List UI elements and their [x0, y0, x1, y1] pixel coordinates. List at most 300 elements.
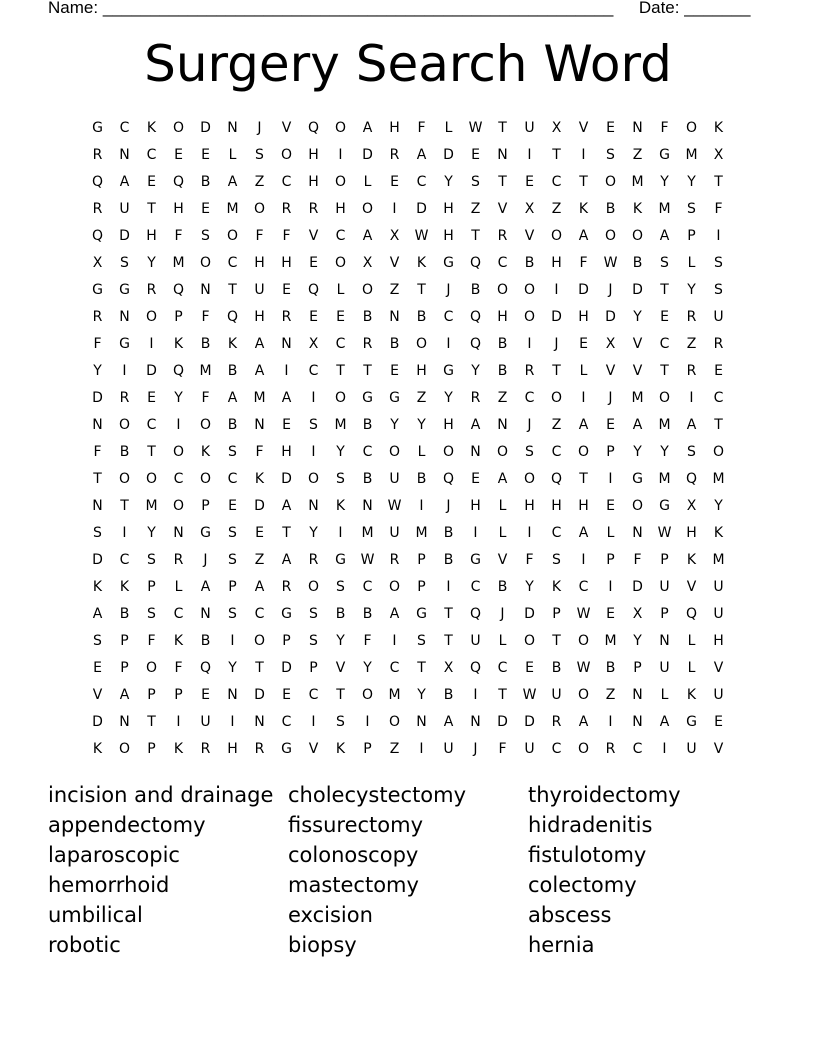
grid-letter: C	[227, 254, 238, 271]
grid-letter: C	[146, 416, 157, 433]
grid-letter: S	[309, 632, 318, 649]
grid-letter: A	[578, 416, 589, 433]
grid-letter: V	[686, 578, 697, 595]
grid-letter: N	[254, 416, 265, 433]
grid-letter: C	[551, 173, 562, 190]
grid-letter: V	[713, 740, 724, 757]
grid-letter: E	[309, 308, 318, 325]
grid-letter: X	[308, 335, 319, 352]
grid-letter: R	[308, 551, 319, 568]
grid-letter: W	[387, 497, 402, 514]
word-list-item: colonoscopy	[288, 843, 419, 867]
grid-letter: Z	[389, 740, 400, 757]
grid-letter: G	[281, 605, 292, 622]
grid-letter: N	[470, 713, 481, 730]
grid-letter: T	[147, 443, 156, 460]
grid-letter: P	[687, 227, 696, 244]
grid-letter: C	[362, 578, 373, 595]
grid-letter: Y	[660, 173, 669, 190]
grid-letter: S	[309, 416, 318, 433]
grid-letter: R	[308, 200, 319, 217]
grid-letter: P	[228, 578, 237, 595]
grid-letter: D	[362, 146, 373, 163]
grid-letter: Q	[685, 470, 698, 487]
grid-letter: O	[388, 713, 401, 730]
grid-letter: T	[417, 281, 426, 298]
grid-letter: G	[416, 605, 427, 622]
grid-letter: I	[527, 335, 532, 352]
grid-letter: L	[174, 578, 183, 595]
grid-letter: W	[603, 254, 618, 271]
grid-letter: E	[579, 335, 588, 352]
grid-letter: D	[524, 713, 535, 730]
grid-letter: F	[147, 632, 156, 649]
grid-letter: O	[145, 308, 158, 325]
grid-letter: O	[577, 686, 590, 703]
grid-letter: U	[713, 308, 724, 325]
grid-letter: M	[388, 686, 401, 703]
grid-letter: O	[685, 119, 698, 136]
grid-letter: U	[713, 605, 724, 622]
grid-letter: K	[173, 632, 184, 649]
grid-letter: T	[282, 524, 291, 541]
grid-letter: O	[604, 227, 617, 244]
grid-letter: V	[632, 335, 643, 352]
word-list-item: robotic	[48, 933, 121, 957]
grid-letter: H	[713, 632, 724, 649]
grid-letter: U	[389, 470, 400, 487]
grid-letter: M	[172, 254, 185, 271]
grid-letter: K	[173, 740, 184, 757]
grid-letter: R	[497, 227, 508, 244]
word-list-item: colectomy	[528, 873, 637, 897]
grid-letter: O	[307, 470, 320, 487]
grid-letter: Z	[551, 200, 562, 217]
grid-letter: O	[253, 632, 266, 649]
grid-letter: M	[712, 470, 725, 487]
grid-letter: I	[419, 497, 424, 514]
grid-letter: B	[335, 605, 346, 622]
grid-letter: B	[362, 308, 373, 325]
grid-letter: G	[119, 335, 130, 352]
grid-letter: V	[308, 227, 319, 244]
grid-letter: E	[309, 254, 318, 271]
grid-letter: P	[660, 551, 669, 568]
grid-letter: M	[199, 362, 212, 379]
grid-letter: H	[578, 497, 589, 514]
grid-letter: D	[551, 308, 562, 325]
grid-letter: V	[497, 551, 508, 568]
grid-letter: U	[713, 686, 724, 703]
grid-letter: C	[443, 308, 454, 325]
grid-letter: O	[361, 281, 374, 298]
grid-letter: D	[632, 281, 643, 298]
grid-letter: S	[714, 281, 723, 298]
grid-letter: Y	[147, 254, 156, 271]
grid-letter: P	[174, 308, 183, 325]
grid-letter: D	[92, 389, 103, 406]
grid-letter: I	[527, 146, 532, 163]
grid-letter: N	[119, 146, 130, 163]
grid-letter: Q	[550, 470, 563, 487]
grid-letter: B	[470, 281, 481, 298]
grid-letter: W	[576, 659, 591, 676]
grid-letter: T	[552, 146, 561, 163]
grid-letter: M	[415, 524, 428, 541]
word-list-item: excision	[288, 903, 373, 927]
grid-letter: M	[631, 173, 644, 190]
grid-letter: S	[93, 524, 102, 541]
grid-letter: B	[200, 173, 211, 190]
grid-letter: A	[254, 578, 265, 595]
grid-letter: X	[605, 335, 616, 352]
grid-letter: K	[632, 200, 643, 217]
grid-letter: F	[282, 227, 291, 244]
grid-letter: U	[443, 740, 454, 757]
grid-letter: A	[281, 551, 292, 568]
grid-letter: X	[632, 605, 643, 622]
grid-letter: A	[362, 227, 373, 244]
grid-letter: A	[686, 416, 697, 433]
grid-letter: H	[551, 497, 562, 514]
grid-letter: I	[473, 686, 478, 703]
grid-letter: P	[417, 578, 426, 595]
grid-letter: D	[254, 497, 265, 514]
grid-letter: R	[362, 335, 373, 352]
grid-letter: C	[389, 659, 400, 676]
grid-letter: O	[118, 470, 131, 487]
grid-letter: O	[577, 632, 590, 649]
grid-letter: T	[336, 362, 345, 379]
grid-letter: Z	[389, 281, 400, 298]
name-line: ______________________________________________________	[102, 0, 614, 17]
grid-letter: Q	[172, 281, 185, 298]
grid-letter: N	[119, 308, 130, 325]
grid-letter: O	[550, 389, 563, 406]
grid-letter: G	[443, 362, 454, 379]
grid-letter: G	[659, 146, 670, 163]
grid-letter: B	[200, 632, 211, 649]
grid-letter: N	[497, 416, 508, 433]
grid-letter: B	[227, 362, 238, 379]
grid-letter: Y	[336, 443, 345, 460]
grid-letter: Q	[469, 605, 482, 622]
grid-letter: I	[581, 389, 586, 406]
grid-letter: T	[93, 470, 102, 487]
grid-letter: Q	[469, 659, 482, 676]
grid-letter: H	[254, 254, 265, 271]
grid-letter: B	[416, 470, 427, 487]
grid-letter: D	[281, 659, 292, 676]
grid-letter: Y	[93, 362, 102, 379]
grid-letter: R	[605, 740, 616, 757]
grid-letter: T	[498, 119, 507, 136]
grid-letter: Q	[91, 227, 104, 244]
grid-letter: I	[581, 551, 586, 568]
grid-letter: U	[200, 713, 211, 730]
grid-letter: O	[118, 416, 131, 433]
grid-letter: Y	[417, 416, 426, 433]
grid-letter: D	[416, 200, 427, 217]
grid-letter: Z	[254, 173, 265, 190]
grid-letter: T	[120, 497, 129, 514]
grid-letter: O	[145, 659, 158, 676]
grid-letter: K	[335, 497, 346, 514]
grid-letter: B	[362, 416, 373, 433]
grid-letter: E	[147, 173, 156, 190]
grid-letter: R	[281, 308, 292, 325]
grid-letter: S	[714, 254, 723, 271]
grid-letter: N	[632, 524, 643, 541]
grid-letter: K	[416, 254, 427, 271]
grid-letter: E	[525, 659, 534, 676]
grid-letter: P	[120, 632, 129, 649]
grid-letter: S	[147, 551, 156, 568]
grid-letter: A	[443, 713, 454, 730]
grid-letter: S	[255, 146, 264, 163]
grid-letter: M	[658, 416, 671, 433]
grid-letter: H	[146, 227, 157, 244]
grid-letter: N	[200, 605, 211, 622]
grid-letter: I	[311, 389, 316, 406]
grid-letter: M	[631, 389, 644, 406]
grid-letter: J	[446, 497, 451, 514]
grid-letter: N	[281, 335, 292, 352]
grid-letter: E	[525, 173, 534, 190]
grid-letter: R	[200, 740, 211, 757]
grid-letter: H	[686, 524, 697, 541]
grid-letter: B	[443, 551, 454, 568]
grid-letter: Q	[307, 281, 320, 298]
grid-letter: K	[92, 740, 103, 757]
grid-letter: H	[578, 308, 589, 325]
grid-letter: K	[713, 524, 724, 541]
page-title: Surgery Search Word	[144, 35, 672, 93]
grid-letter: E	[255, 524, 264, 541]
grid-letter: Z	[416, 389, 427, 406]
grid-letter: E	[714, 713, 723, 730]
grid-letter: G	[362, 389, 373, 406]
grid-letter: O	[172, 497, 185, 514]
word-list-item: abscess	[528, 903, 612, 927]
grid-letter: C	[362, 443, 373, 460]
grid-letter: S	[228, 524, 237, 541]
grid-letter: U	[659, 578, 670, 595]
grid-letter: C	[524, 389, 535, 406]
grid-letter: D	[578, 281, 589, 298]
grid-letter: U	[551, 686, 562, 703]
grid-letter: L	[498, 632, 507, 649]
grid-letter: H	[416, 362, 427, 379]
grid-letter: E	[471, 146, 480, 163]
grid-letter: L	[336, 281, 345, 298]
grid-letter: H	[254, 308, 265, 325]
grid-letter: P	[363, 740, 372, 757]
grid-letter: O	[388, 443, 401, 460]
word-list	[48, 780, 768, 960]
grid-letter: D	[281, 470, 292, 487]
word-list-item: laparoscopic	[48, 843, 180, 867]
grid-letter: Q	[199, 659, 212, 676]
grid-letter: E	[147, 389, 156, 406]
grid-letter: E	[282, 686, 291, 703]
grid-letter: P	[147, 740, 156, 757]
word-list-item: appendectomy	[48, 813, 206, 837]
grid-letter: I	[230, 632, 235, 649]
grid-letter: A	[470, 416, 481, 433]
grid-letter: U	[119, 200, 130, 217]
grid-letter: M	[658, 200, 671, 217]
grid-letter: E	[390, 362, 399, 379]
grid-letter: H	[443, 200, 454, 217]
grid-letter: C	[173, 605, 184, 622]
grid-letter: V	[524, 227, 535, 244]
grid-letter: V	[605, 362, 616, 379]
grid-letter: F	[417, 119, 426, 136]
grid-letter: T	[579, 470, 588, 487]
grid-letter: M	[685, 146, 698, 163]
grid-letter: Y	[525, 578, 534, 595]
grid-letter: R	[686, 362, 697, 379]
grid-letter: O	[307, 578, 320, 595]
grid-letter: X	[389, 227, 400, 244]
word-list-item: hidradenitis	[528, 813, 653, 837]
grid-letter: I	[338, 146, 343, 163]
grid-letter: B	[200, 335, 211, 352]
grid-letter: C	[632, 740, 643, 757]
grid-letter: O	[253, 200, 266, 217]
grid-letter: D	[200, 119, 211, 136]
grid-letter: S	[228, 605, 237, 622]
grid-letter: V	[632, 362, 643, 379]
grid-letter: G	[92, 119, 103, 136]
grid-letter: U	[389, 524, 400, 541]
grid-letter: L	[498, 497, 507, 514]
grid-letter: A	[578, 713, 589, 730]
grid-letter: J	[527, 416, 532, 433]
grid-letter: I	[608, 470, 613, 487]
grid-letter: D	[632, 578, 643, 595]
grid-letter: N	[470, 443, 481, 460]
grid-letter: A	[227, 173, 238, 190]
grid-letter: L	[660, 686, 669, 703]
grid-letter: A	[254, 335, 265, 352]
grid-letter: C	[173, 470, 184, 487]
grid-letter: V	[713, 659, 724, 676]
grid-letter: A	[362, 119, 373, 136]
grid-letter: E	[660, 308, 669, 325]
grid-letter: D	[524, 605, 535, 622]
grid-letter: I	[338, 524, 343, 541]
grid-letter: I	[149, 335, 154, 352]
grid-letter: Z	[497, 389, 508, 406]
grid-letter: T	[417, 659, 426, 676]
grid-letter: M	[334, 416, 347, 433]
grid-letter: P	[552, 605, 561, 622]
grid-letter: F	[93, 335, 102, 352]
grid-letter: V	[308, 740, 319, 757]
grid-letter: R	[713, 335, 724, 352]
grid-letter: K	[686, 551, 697, 568]
grid-letter: H	[551, 254, 562, 271]
grid-letter: R	[119, 389, 130, 406]
grid-letter: O	[334, 254, 347, 271]
date-label: Date:	[638, 0, 680, 17]
grid-letter: O	[577, 443, 590, 460]
grid-letter: P	[282, 632, 291, 649]
grid-letter: Z	[551, 416, 562, 433]
grid-letter: Y	[363, 659, 372, 676]
grid-letter: C	[551, 443, 562, 460]
grid-letter: B	[443, 686, 454, 703]
grid-letter: X	[551, 119, 562, 136]
grid-letter: Z	[470, 200, 481, 217]
grid-letter: T	[363, 362, 372, 379]
grid-letter: M	[253, 389, 266, 406]
grid-letter: K	[551, 578, 562, 595]
grid-letter: N	[497, 146, 508, 163]
header-line	[48, 0, 751, 20]
grid-letter: I	[527, 524, 532, 541]
grid-letter: Y	[660, 443, 669, 460]
grid-letter: Q	[442, 470, 455, 487]
grid-letter: Y	[714, 497, 723, 514]
grid-letter: O	[388, 578, 401, 595]
grid-letter: Y	[444, 389, 453, 406]
grid-letter: V	[578, 119, 589, 136]
grid-letter: B	[632, 254, 643, 271]
grid-letter: L	[687, 659, 696, 676]
grid-letter: S	[309, 605, 318, 622]
grid-letter: O	[631, 497, 644, 514]
grid-letter: M	[226, 200, 239, 217]
grid-letter: H	[497, 308, 508, 325]
grid-letter: T	[660, 281, 669, 298]
name-label: Name:	[48, 0, 99, 17]
grid-letter: P	[606, 443, 615, 460]
grid-letter: T	[255, 659, 264, 676]
grid-letter: D	[497, 713, 508, 730]
grid-letter: N	[119, 713, 130, 730]
word-list-item: incision and drainage	[48, 783, 274, 807]
grid-letter: L	[417, 443, 426, 460]
grid-letter: W	[414, 227, 429, 244]
grid-letter: B	[362, 605, 373, 622]
grid-letter: A	[254, 362, 265, 379]
grid-letter: I	[446, 335, 451, 352]
grid-letter: C	[578, 578, 589, 595]
grid-letter: S	[525, 443, 534, 460]
grid-letter: I	[716, 227, 721, 244]
grid-letter: O	[523, 470, 536, 487]
grid-letter: F	[363, 632, 372, 649]
grid-letter: L	[498, 524, 507, 541]
grid-letter: G	[119, 281, 130, 298]
grid-letter: C	[308, 362, 319, 379]
grid-letter: T	[714, 173, 723, 190]
grid-letter: Q	[685, 605, 698, 622]
grid-letter: P	[633, 659, 642, 676]
grid-letter: R	[254, 740, 265, 757]
grid-letter: T	[498, 173, 507, 190]
grid-letter: T	[147, 200, 156, 217]
grid-letter: X	[92, 254, 103, 271]
grid-letter: A	[578, 524, 589, 541]
grid-letter: G	[335, 551, 346, 568]
grid-letter: F	[255, 227, 264, 244]
grid-letter: H	[227, 740, 238, 757]
grid-letter: O	[577, 740, 590, 757]
